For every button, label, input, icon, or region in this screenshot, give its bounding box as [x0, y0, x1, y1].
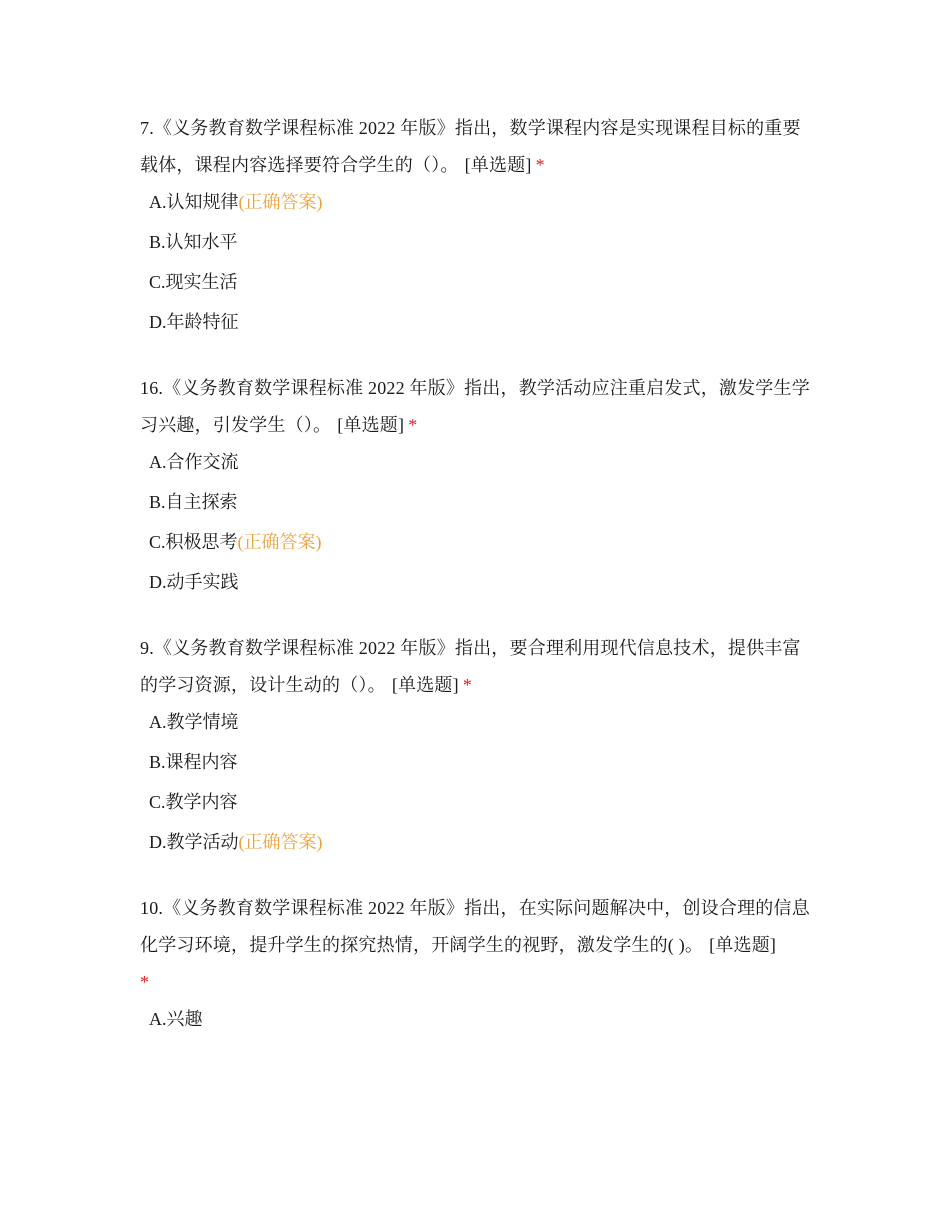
option-item[interactable] [140, 452, 815, 472]
question-stem: 9.《义务教育数学课程标准 2022 年版》指出，要合理利用现代信息技术，提供丰富的学习资源，设计生动的（）。 [140, 638, 801, 695]
option-label: A.认知规律 [149, 192, 239, 212]
required-mark: * [462, 675, 473, 695]
option-item[interactable] [140, 532, 815, 552]
question-text [140, 890, 815, 1001]
question-type-label: [单选题] [391, 675, 459, 695]
question-block [140, 890, 815, 1029]
option-label: A.兴趣 [149, 1009, 203, 1029]
required-mark: * [140, 972, 150, 992]
option-label: B.课程内容 [149, 752, 238, 772]
option-item[interactable] [140, 272, 815, 292]
option-item[interactable] [140, 1009, 815, 1029]
question-stem: 16.《义务教育数学课程标准 2022 年版》指出，教学活动应注重启发式，激发学生学习兴趣，引发学生（）。 [140, 378, 810, 435]
question-text [140, 110, 815, 184]
question-block [140, 370, 815, 592]
option-item[interactable] [140, 752, 815, 772]
option-label: A.合作交流 [149, 452, 239, 472]
option-item[interactable] [140, 312, 815, 332]
question-type-label: [单选题] [709, 935, 777, 955]
option-item[interactable] [140, 572, 815, 592]
option-label: A.教学情境 [149, 712, 239, 732]
option-label: C.教学内容 [149, 792, 238, 812]
correct-answer-tag: (正确答案) [237, 532, 322, 552]
questionnaire-page [140, 110, 815, 1067]
option-item[interactable] [140, 232, 815, 252]
option-item[interactable] [140, 712, 815, 732]
option-list [140, 712, 815, 852]
option-list [140, 452, 815, 592]
option-label: C.现实生活 [149, 272, 238, 292]
option-label: B.自主探索 [149, 492, 238, 512]
option-label: D.动手实践 [149, 572, 239, 592]
option-list [140, 1009, 815, 1029]
option-list [140, 192, 815, 332]
option-item[interactable] [140, 492, 815, 512]
option-item[interactable] [140, 832, 815, 852]
question-block [140, 630, 815, 852]
option-label: B.认知水平 [149, 232, 238, 252]
question-stem: 7.《义务教育数学课程标准 2022 年版》指出，数学课程内容是实现课程目标的重要载体，课程内容选择要符合学生的（）。 [140, 118, 801, 175]
option-item[interactable] [140, 192, 815, 212]
option-label: D.教学活动 [149, 832, 239, 852]
question-stem: 10.《义务教育数学课程标准 2022 年版》指出，在实际问题解决中，创设合理的信息化学习环境，提升学生的探究热情，开阔学生的视野，激发学生的( )。 [140, 898, 810, 955]
correct-answer-tag: (正确答案) [238, 832, 323, 852]
correct-answer-tag: (正确答案) [238, 192, 323, 212]
option-item[interactable] [140, 792, 815, 812]
required-mark: * [408, 415, 418, 435]
question-type-label: [单选题] [337, 415, 405, 435]
question-text [140, 370, 815, 444]
required-mark: * [535, 155, 545, 175]
question-block [140, 110, 815, 332]
question-text [140, 630, 815, 704]
question-type-label: [单选题] [464, 155, 532, 175]
option-label: D.年龄特征 [149, 312, 239, 332]
option-label: C.积极思考 [149, 532, 238, 552]
